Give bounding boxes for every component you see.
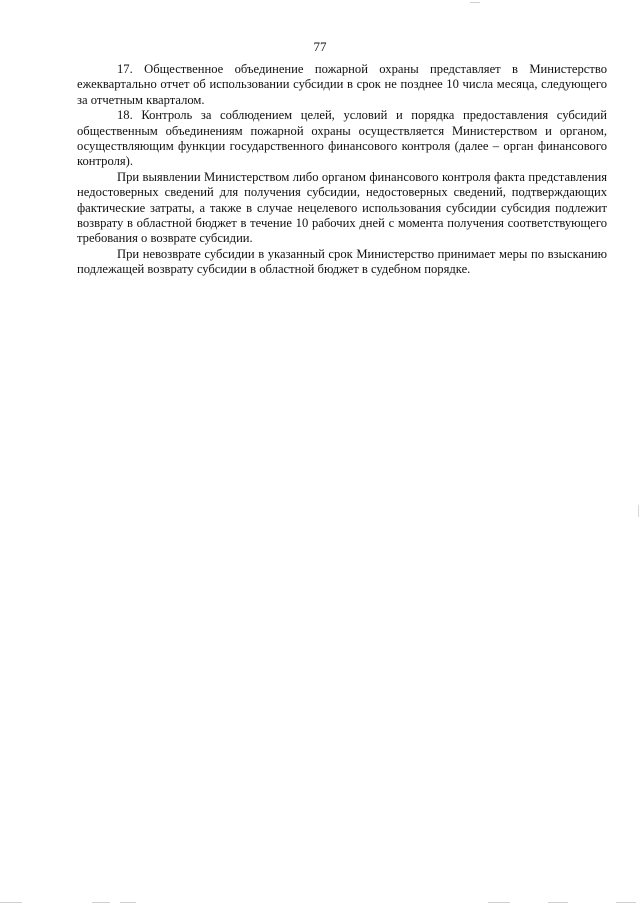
paragraph-18-control: 18. Контроль за соблюдением целей, условий и порядка предоставления субсидий общественным объединениям пожарной охраны осуществляется Министерством и органом, осуществляющим функции государственного финансового контроля (далее – орган финансового контроля). [77, 108, 607, 169]
scan-artifact [92, 902, 110, 903]
scan-artifact [120, 902, 136, 903]
scan-artifact [488, 902, 510, 903]
scan-artifact [616, 902, 636, 903]
scan-artifact [470, 2, 480, 3]
page-number: 77 [313, 39, 327, 54]
paragraph-violation-refund: При выявлении Министерством либо органом финансового контроля факта представления недостоверных сведений для получения субсидии, недостоверных сведений, подтверждающих фактические затраты, а также в случае нецелевого использования субсидии субсидия подлежит возврату в областной бюджет в течение 10 рабочих дней с момента получения соответствующего требования о возврате субсидии. [77, 169, 607, 246]
scan-artifact [638, 505, 639, 517]
document-body [77, 62, 607, 278]
paragraph-17-report: 17. Общественное объединение пожарной охраны представляет в Министерство ежеквартально отчет об использовании субсидии в срок не позднее 10 числа месяца, следующего за отчетным кварталом. [77, 62, 607, 107]
paragraph-non-return-measures: При невозврате субсидии в указанный срок Министерство принимает меры по взысканию подлежащей возврату субсидии в областной бюджет в судебном порядке. [77, 246, 607, 277]
scan-artifact [548, 902, 568, 903]
scan-artifact [0, 902, 22, 903]
